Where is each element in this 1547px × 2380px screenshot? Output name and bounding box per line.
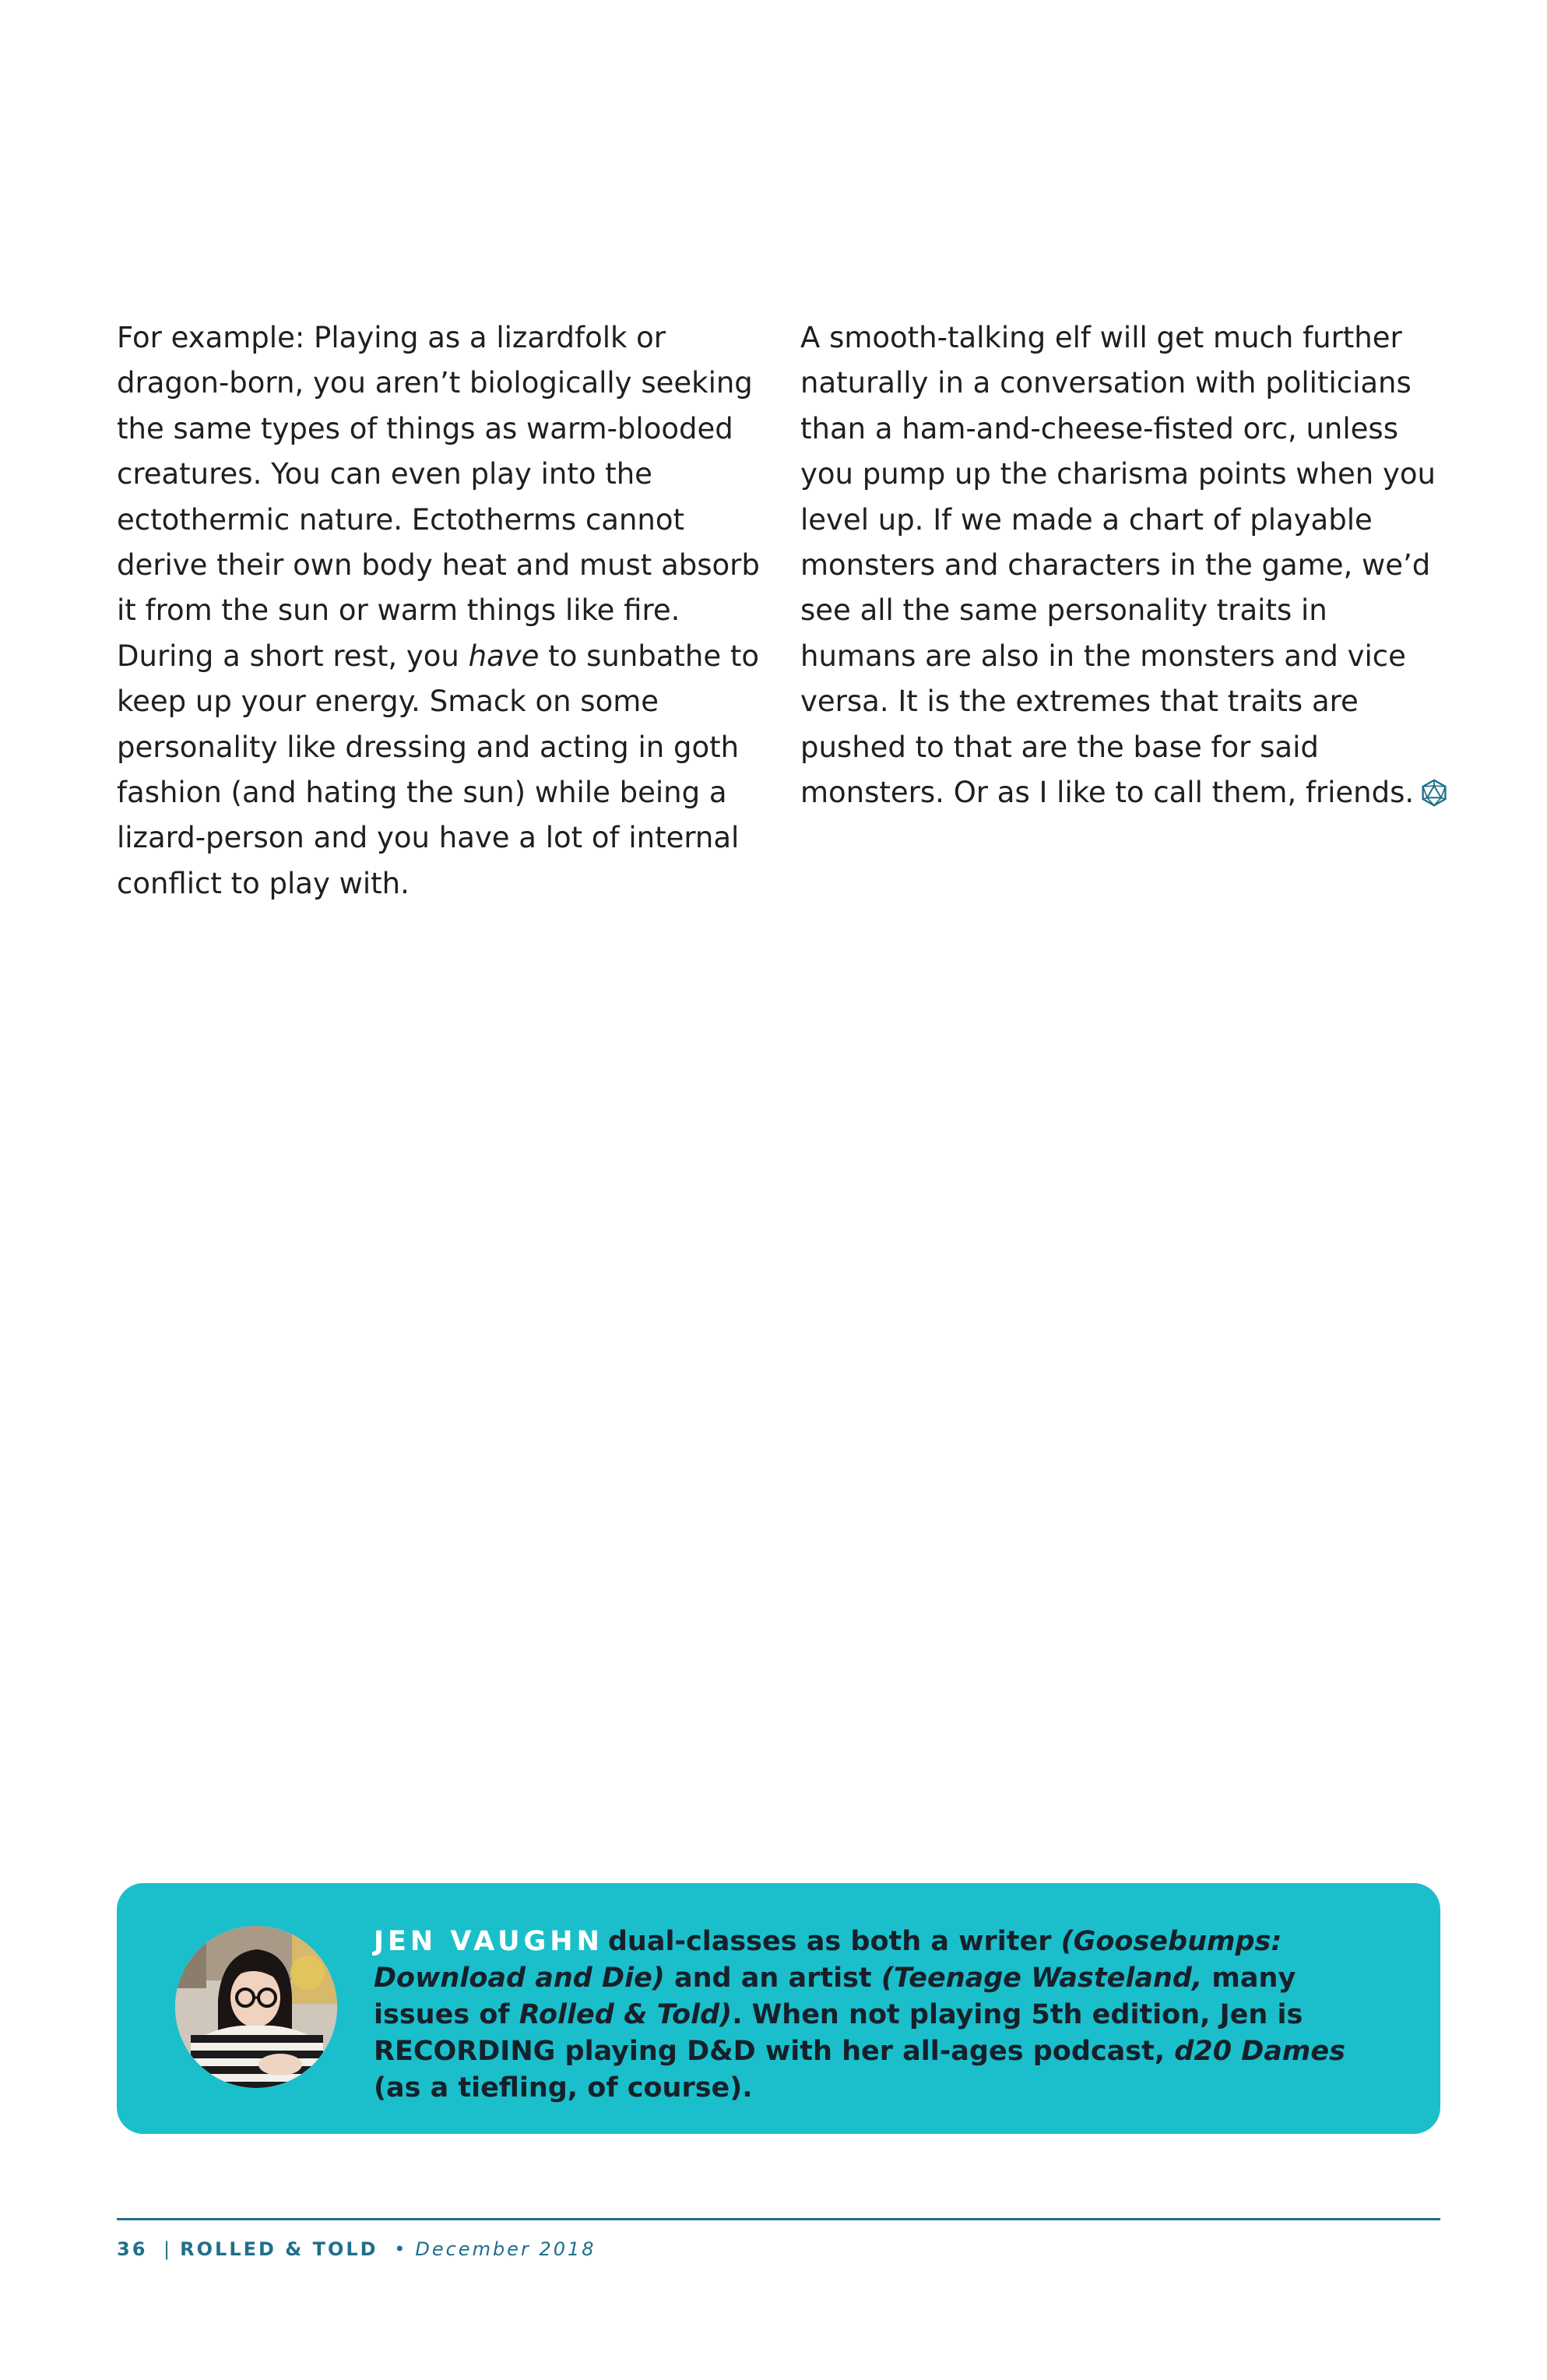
right-paragraph: A smooth-talking elf will get much further naturally in a conversation with politicians than a ham-and-cheese-fisted orc, unless you pump up the charisma points when you level up. If we made a chart of playable monsters and characters in the game, we’d see all the same personality traits in humans are also in the monsters and vice versa. It is the extremes that traits are pushed to that are the base for said monsters. Or as I like to call them, friends. — [800, 315, 1450, 815]
issue-date: December 2018 — [415, 2238, 596, 2260]
author-photo — [175, 1926, 337, 2088]
right-column — [800, 315, 1450, 815]
magazine-name: ROLLED & TOLD — [180, 2238, 378, 2260]
author-name: JEN VAUGHN — [374, 1926, 603, 1957]
left-paragraph: For example: Playing as a lizardfolk or dragon-born, you aren’t biologically seeking the same types of things as warm-blooded creatures. You can even play into the ectothermic nature. Ectotherms cannot derive their own body heat and must absorb it from the sun or warm things like fire. During a short rest, you have to sunbathe to keep up your energy. Smack on some personality like dressing and acting in goth fashion (and hating the sun) while being a lizard-person and you have a lot of internal conflict to play with. — [117, 321, 760, 900]
d20-icon — [1420, 779, 1448, 807]
page-footer — [117, 2238, 596, 2260]
footer-divider: | — [163, 2238, 173, 2260]
left-column — [117, 315, 763, 907]
footer-rule — [117, 2218, 1440, 2220]
author-bio-text: JEN VAUGHN dual-classes as both a writer (Goosebumps: Download and Die) and an artist (Teenage Wasteland, many issues of Rolled & Told). When not playing 5th edition, Jen is RECORDING playing D&D with her all-ages podcast, d20 Dames (as a tiefling, of course). — [374, 1926, 1345, 2104]
page-number: 36 — [117, 2238, 148, 2260]
author-bio-box — [117, 1883, 1440, 2134]
footer-bullet: • — [394, 2238, 408, 2260]
author-avatar — [175, 1926, 337, 2088]
